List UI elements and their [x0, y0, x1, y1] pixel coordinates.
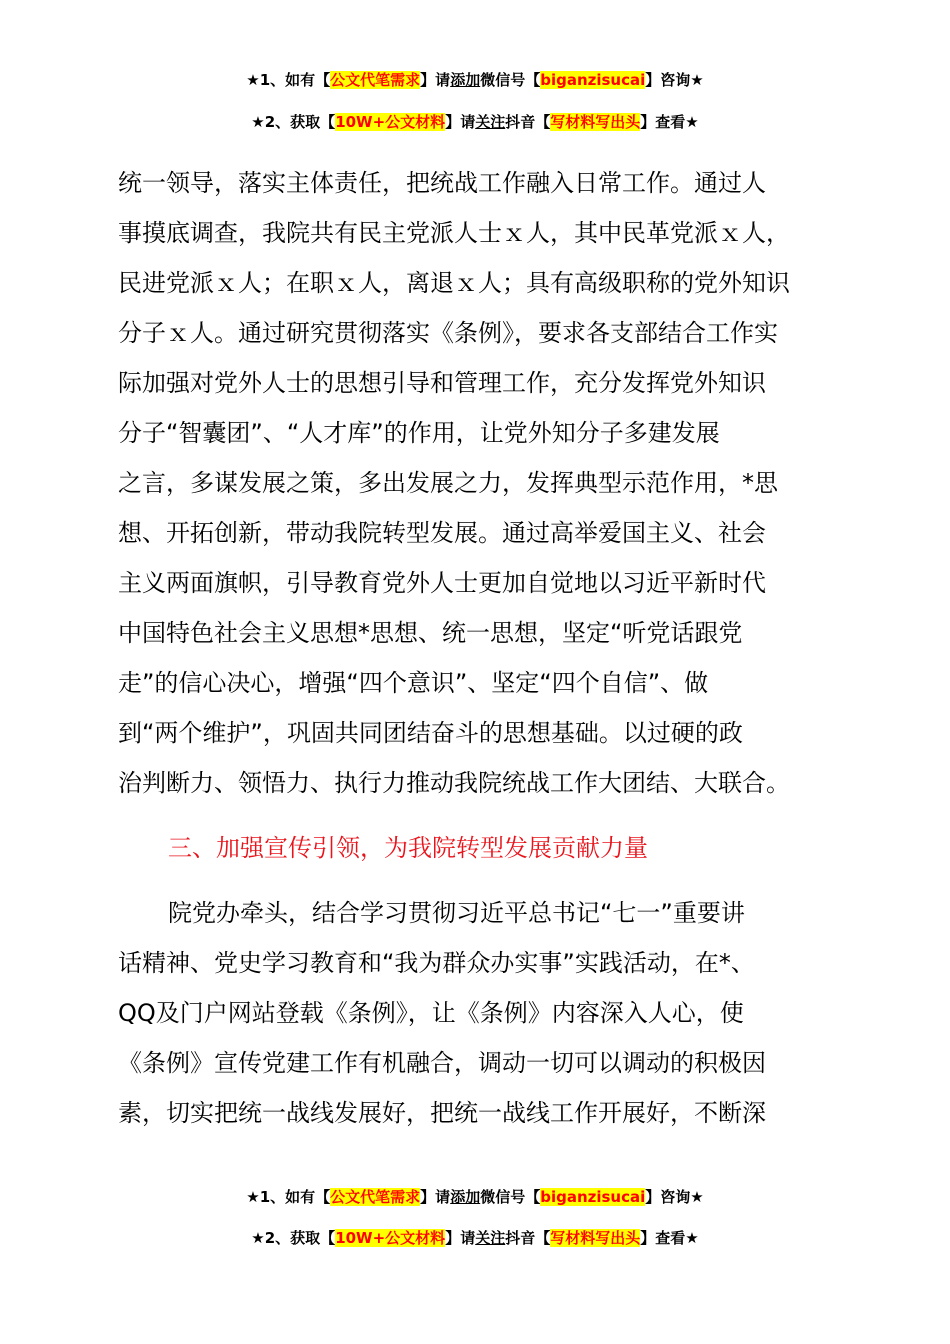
body-line: 分子“智囊团”、“人才库”的作用，让党外知分子多建发展 [118, 419, 720, 447]
body-line: 之言，多谋发展之策，多出发展之力，发挥典型示范作用，*思 [118, 469, 778, 497]
promo-text: 】请 [420, 71, 451, 89]
body-line: 到“两个维护”，巩固共同团结奋斗的思想基础。以过硬的政 [118, 719, 743, 747]
promo-suffix: 】查看★ [640, 1229, 699, 1247]
promo-prefix: ★1、如有【 [246, 1188, 331, 1206]
promo-highlight: 公文代笔需求 [330, 1188, 421, 1206]
promo-highlight-douyin: 写材料写出头 [550, 113, 641, 131]
promo-underlined: 添加 [450, 71, 481, 89]
promo-underlined: 关注 [475, 1229, 506, 1247]
promo-text: 】请 [445, 1229, 476, 1247]
promo-suffix: 】查看★ [640, 113, 699, 131]
promo-highlight-douyin: 写材料写出头 [550, 1229, 641, 1247]
body-line: QQ及门户网站登载《条例》，让《条例》内容深入人心，使 [118, 999, 744, 1027]
promo-highlight: 10W+公文材料 [335, 113, 446, 131]
body-line: 民进党派ｘ人；在职ｘ人，离退ｘ人；具有高级职称的党外知识 [118, 269, 790, 297]
promo-highlight: 公文代笔需求 [330, 71, 421, 89]
body-line: 统一领导，落实主体责任，把统战工作融入日常工作。通过人 [118, 169, 766, 197]
body-line: 院党办牵头，结合学习贯彻习近平总书记“七一”重要讲 [168, 899, 745, 927]
promo-underlined: 关注 [475, 113, 506, 131]
promo-text: 微信号【 [480, 1188, 541, 1206]
body-line: 事摸底调查，我院共有民主党派人士ｘ人，其中民革党派ｘ人， [118, 219, 790, 247]
body-line: 分子ｘ人。通过研究贯彻落实《条例》，要求各支部结合工作实 [118, 319, 778, 347]
promo-prefix: ★1、如有【 [246, 71, 331, 89]
promo-text: 】请 [420, 1188, 451, 1206]
footer-promo-line-2 [0, 1228, 950, 1248]
promo-highlight-wechat: biganzisucai [540, 1188, 646, 1206]
promo-text: 微信号【 [480, 71, 541, 89]
body-line: 话精神、党史学习教育和“我为群众办实事”实践活动，在*、 [118, 949, 755, 977]
header-promo-line-2 [0, 112, 950, 132]
body-line: 际加强对党外人士的思想引导和管理工作，充分发挥党外知识 [118, 369, 766, 397]
promo-underlined: 添加 [450, 1188, 481, 1206]
promo-text: 】请 [445, 113, 476, 131]
body-line: 治判断力、领悟力、执行力推动我院统战工作大团结、大联合。 [118, 769, 790, 797]
header-promo-line-1 [0, 70, 950, 90]
body-line: 素，切实把统一战线发展好，把统一战线工作开展好，不断深 [118, 1099, 766, 1127]
promo-highlight-wechat: biganzisucai [540, 71, 646, 89]
footer-promo-line-1 [0, 1187, 950, 1207]
body-line: 《条例》宣传党建工作有机融合，调动一切可以调动的积极因 [118, 1049, 766, 1077]
promo-text: 抖音【 [505, 1229, 551, 1247]
body-line: 主义两面旗帜，引导教育党外人士更加自觉地以习近平新时代 [118, 569, 766, 597]
promo-prefix: ★2、获取【 [251, 113, 336, 131]
promo-prefix: ★2、获取【 [251, 1229, 336, 1247]
promo-suffix: 】咨询★ [645, 1188, 704, 1206]
body-line: 想、开拓创新，带动我院转型发展。通过高举爱国主义、社会 [118, 519, 766, 547]
promo-highlight: 10W+公文材料 [335, 1229, 446, 1247]
body-line: 中国特色社会主义思想*思想、统一思想，坚定“听党话跟党 [118, 619, 743, 647]
body-line: 走”的信心决心，增强“四个意识”、坚定“四个自信”、做 [118, 669, 709, 697]
section-heading: 三、加强宣传引领，为我院转型发展贡献力量 [168, 834, 648, 862]
promo-text: 抖音【 [505, 113, 551, 131]
promo-suffix: 】咨询★ [645, 71, 704, 89]
